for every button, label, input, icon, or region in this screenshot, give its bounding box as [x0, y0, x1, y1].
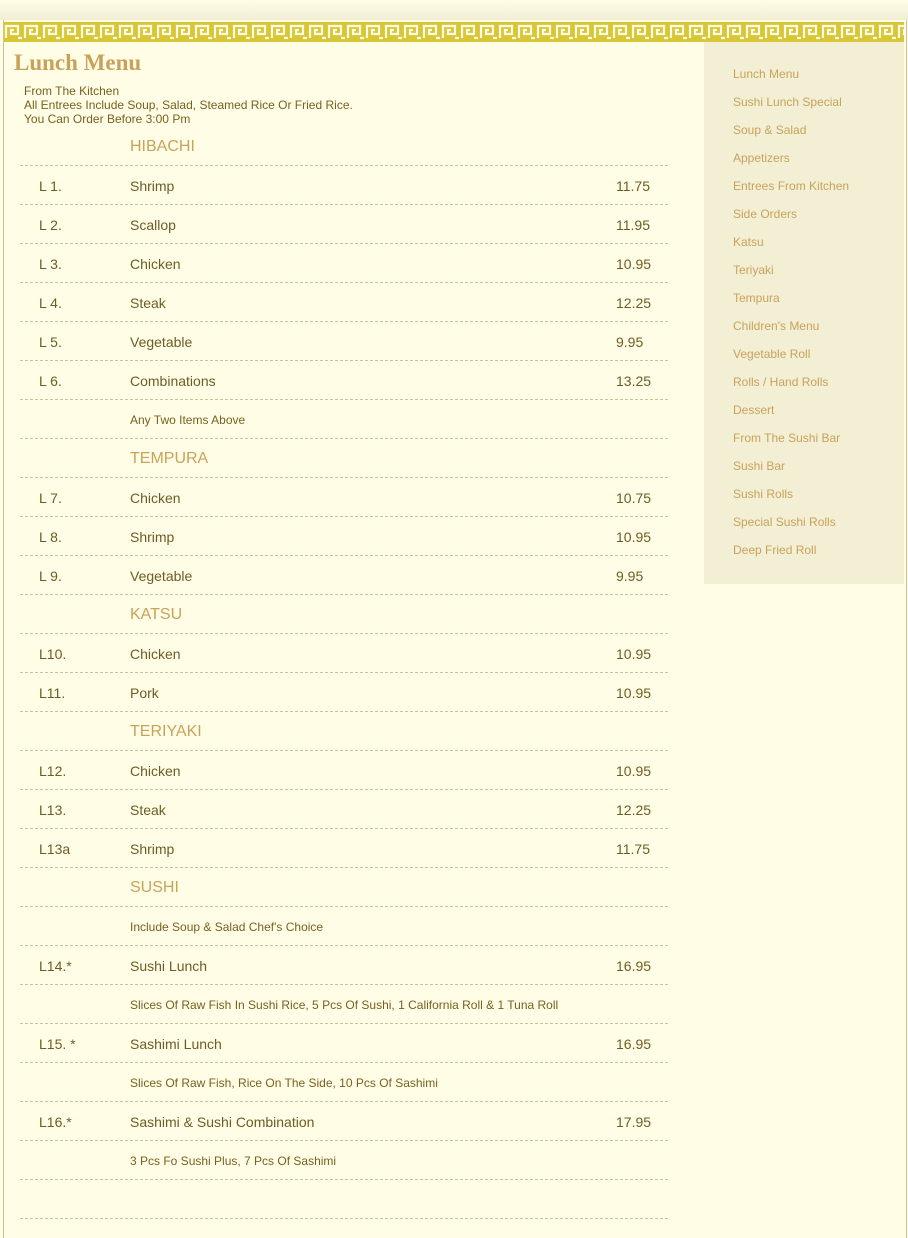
item-code: L11.: [39, 685, 66, 701]
menu-item-row: [20, 790, 668, 829]
menu-item-row: [20, 322, 668, 361]
item-name: Vegetable: [130, 568, 193, 584]
category-row: [20, 595, 668, 634]
sidebar-link[interactable]: Deep Fried Roll: [733, 543, 817, 557]
sidebar-link[interactable]: Rolls / Hand Rolls: [733, 375, 829, 389]
menu-table: [20, 127, 668, 1219]
blank-row: [20, 1180, 668, 1219]
item-price: 10.95: [616, 256, 652, 272]
menu-item-row: [20, 1024, 668, 1063]
menu-item-row: [20, 556, 668, 595]
sidebar-link[interactable]: Teriyaki: [733, 263, 774, 277]
item-name: Steak: [130, 295, 166, 311]
menu-item-row: [20, 829, 668, 868]
intro-line: You Can Order Before 3:00 Pm: [24, 112, 191, 126]
menu-item-row: [20, 946, 668, 985]
item-price: 10.75: [616, 490, 652, 506]
menu-item-row: [20, 751, 668, 790]
note-row: [20, 400, 668, 439]
item-note: Slices Of Raw Fish In Sushi Rice, 5 Pcs Of Sushi, 1 California Roll & 1 Tuna Roll: [130, 998, 559, 1012]
sidebar-link[interactable]: Children's Menu: [733, 319, 820, 333]
item-code: L15. *: [39, 1036, 76, 1052]
item-price: 10.95: [616, 646, 652, 662]
item-price: 11.75: [616, 178, 650, 194]
category-title: KATSU: [130, 606, 183, 623]
menu-item-row: [20, 478, 668, 517]
item-name: Shrimp: [130, 178, 175, 194]
item-name: Sashimi Lunch: [130, 1036, 222, 1052]
page-title: Lunch Menu: [14, 50, 142, 75]
item-price: 10.95: [616, 529, 652, 545]
sidebar-link[interactable]: Appetizers: [733, 151, 790, 165]
item-code: L14.*: [39, 958, 72, 974]
category-title: TERIYAKI: [130, 723, 202, 740]
menu-item-row: [20, 634, 668, 673]
category-row: [20, 127, 668, 166]
menu-item-row: [20, 283, 668, 322]
item-name: Pork: [130, 685, 159, 701]
item-code: L 9.: [39, 568, 62, 584]
item-code: L 7.: [39, 490, 62, 506]
sidebar-link[interactable]: Tempura: [733, 291, 780, 305]
menu-item-row: [20, 517, 668, 556]
intro-text: [24, 84, 353, 126]
sidebar-link[interactable]: Vegetable Roll: [733, 347, 811, 361]
item-code: L 4.: [39, 295, 62, 311]
item-name: Shrimp: [130, 841, 175, 857]
item-price: 10.95: [616, 685, 652, 701]
sidebar-nav: [704, 42, 904, 584]
greek-key-pattern: [4, 22, 904, 42]
category-row: [20, 868, 668, 907]
menu-item-row: [20, 205, 668, 244]
item-code: L 6.: [39, 373, 62, 389]
item-price: 9.95: [616, 568, 644, 584]
sidebar-link[interactable]: Entrees From Kitchen: [733, 179, 850, 193]
item-name: Steak: [130, 802, 166, 818]
note-row: [20, 1063, 668, 1102]
item-name: Chicken: [130, 490, 181, 506]
item-note: Include Soup & Salad Chef's Choice: [130, 920, 324, 934]
item-price: 11.75: [616, 841, 650, 857]
item-name: Scallop: [130, 217, 176, 233]
category-title: TEMPURA: [130, 450, 209, 467]
item-code: L13a: [39, 841, 71, 857]
item-name: Shrimp: [130, 529, 175, 545]
item-code: L 1.: [39, 178, 62, 194]
item-price: 17.95: [616, 1114, 652, 1130]
sidebar-link[interactable]: Special Sushi Rolls: [733, 515, 836, 529]
sidebar-link[interactable]: Sushi Rolls: [733, 487, 794, 501]
sidebar-link[interactable]: Sushi Lunch Special: [733, 95, 842, 109]
item-name: Combinations: [130, 373, 216, 389]
category-row: [20, 439, 668, 478]
item-code: L10.: [39, 646, 67, 662]
top-fade: [0, 0, 908, 20]
item-code: L 2.: [39, 217, 62, 233]
menu-item-row: [20, 244, 668, 283]
item-code: L 3.: [39, 256, 62, 272]
menu-item-row: [20, 673, 668, 712]
item-name: Chicken: [130, 646, 181, 662]
item-name: Chicken: [130, 256, 181, 272]
item-name: Vegetable: [130, 334, 193, 350]
item-price: 16.95: [616, 1036, 652, 1052]
item-name: Chicken: [130, 763, 181, 779]
main-content: [4, 42, 704, 1238]
item-code: L 8.: [39, 529, 62, 545]
menu-item-row: [20, 166, 668, 205]
menu-item-row: [20, 1102, 668, 1141]
note-row: [20, 985, 668, 1024]
greek-key-border: [4, 22, 904, 42]
item-code: L 5.: [39, 334, 62, 350]
category-title: HIBACHI: [130, 138, 195, 155]
item-name: Sushi Lunch: [130, 958, 208, 974]
item-code: L13.: [39, 802, 67, 818]
note-row: [20, 907, 668, 946]
item-code: L12.: [39, 763, 67, 779]
item-note: Slices Of Raw Fish, Rice On The Side, 10 Pcs Of Sashimi: [130, 1076, 438, 1090]
intro-line: From The Kitchen: [24, 84, 120, 98]
item-price: 12.25: [616, 802, 652, 818]
item-price: 9.95: [616, 334, 644, 350]
sidebar-link[interactable]: Lunch Menu: [733, 67, 800, 81]
sidebar-link[interactable]: Katsu: [733, 235, 764, 249]
item-price: 11.95: [616, 217, 650, 233]
item-price: 16.95: [616, 958, 652, 974]
sidebar-link[interactable]: Dessert: [733, 403, 775, 417]
item-note: 3 Pcs Fo Sushi Plus, 7 Pcs Of Sashimi: [130, 1154, 337, 1168]
item-price: 12.25: [616, 295, 652, 311]
sidebar-link[interactable]: From The Sushi Bar: [733, 431, 841, 445]
sidebar-link[interactable]: Sushi Bar: [733, 459, 786, 473]
category-row: [20, 712, 668, 751]
item-note: Any Two Items Above: [130, 413, 246, 427]
note-row: [20, 1141, 668, 1180]
sidebar-link[interactable]: Side Orders: [733, 207, 798, 221]
item-price: 13.25: [616, 373, 652, 389]
item-code: L16.*: [39, 1114, 72, 1130]
item-price: 10.95: [616, 763, 652, 779]
sidebar-link[interactable]: Soup & Salad: [733, 123, 807, 137]
item-name: Sashimi & Sushi Combination: [130, 1114, 315, 1130]
menu-item-row: [20, 361, 668, 400]
intro-line: All Entrees Include Soup, Salad, Steamed Rice Or Fried Rice.: [24, 98, 353, 112]
category-title: SUSHI: [130, 879, 179, 896]
